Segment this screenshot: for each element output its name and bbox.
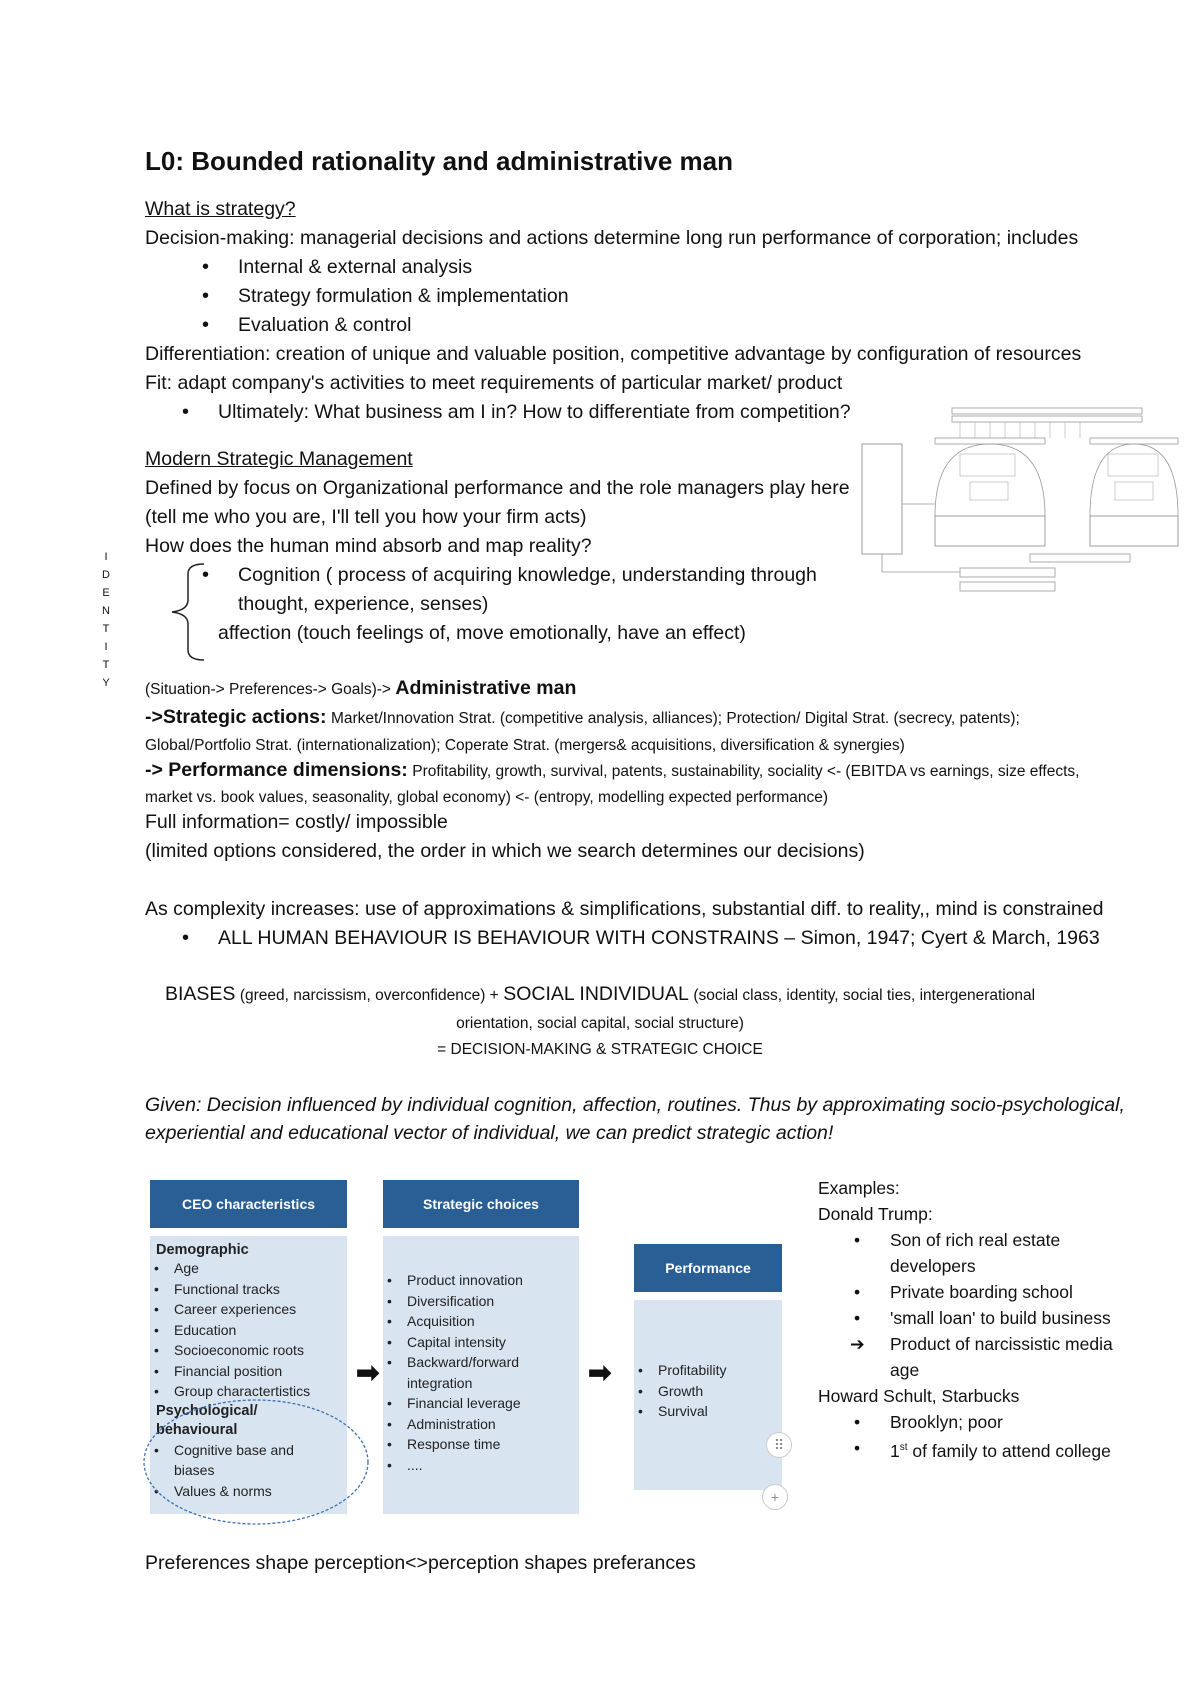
list-item: • Product innovation: [383, 1270, 579, 1291]
list-item: • Age: [150, 1258, 347, 1279]
list-item: • Strategy formulation & implementation: [238, 282, 569, 311]
list-item-text: Brooklyn; poor: [890, 1412, 1003, 1432]
given-line-1: Given: Decision influenced by individual cognition, affection, routines. Thus by approximating socio-psychological,: [145, 1094, 1125, 1116]
examples-section: [818, 1175, 1113, 1464]
biases-word: BIASES: [164, 983, 236, 1005]
identity-letter: T: [102, 623, 110, 635]
limited-options-text: (limited options considered, the order in which we search determines our decisions): [145, 840, 865, 862]
list-item-text: Product of narcissistic media: [890, 1334, 1113, 1354]
strategic-choices-header: Strategic choices: [383, 1180, 579, 1228]
strategic-actions-text: Market/Innovation Strat. (competitive analysis, alliances); Protection/ Digital Strat. (secrecy, patents);: [330, 710, 1020, 727]
page-title: L0: Bounded rationality and administrative man: [145, 146, 733, 176]
list-item: • 1st of family to attend college: [854, 1438, 1111, 1461]
trump-heading: Donald Trump:: [818, 1204, 933, 1224]
arrow-bullet-icon: ➔: [850, 1334, 865, 1354]
identity-letter: Y: [102, 677, 110, 689]
complexity-text: As complexity increases: use of approximations & simplifications, substantial diff. to reality,, mind is constrained: [145, 898, 1104, 920]
strategic-actions-line: [145, 706, 1020, 731]
fit-text: Fit: adapt company's activities to meet requirements of particular market/ product: [145, 372, 843, 394]
biases-line-2: orientation, social capital, social structure): [456, 1015, 744, 1032]
arrow-right-icon: ➡: [356, 1357, 380, 1388]
curly-brace-icon: [166, 562, 206, 662]
affection-text: affection (touch feelings of, move emotionally, have an effect): [218, 622, 746, 644]
performance-box: [634, 1300, 782, 1490]
add-icon[interactable]: +: [762, 1484, 788, 1510]
list-item: • Son of rich real estate: [854, 1230, 1061, 1250]
strategy-bullets: [238, 253, 569, 340]
identity-letter: N: [102, 605, 110, 617]
list-item: • Cognition ( process of acquiring knowledge, understanding through: [238, 561, 817, 590]
performance-header: Performance: [634, 1244, 782, 1292]
performance-dimensions-label: -> Performance dimensions:: [145, 759, 408, 781]
list-item-continued: age: [890, 1360, 920, 1380]
demographic-heading: Demographic: [156, 1242, 249, 1258]
list-item: • Growth: [634, 1381, 782, 1402]
list-item: • Career experiences: [150, 1299, 347, 1320]
list-item: • ALL HUMAN BEHAVIOUR IS BEHAVIOUR WITH CONSTRAINS – Simon, 1947; Cyert & March, 1963: [218, 924, 1100, 953]
cognition-continued: thought, experience, senses): [238, 593, 489, 615]
section-heading-modern: Modern Strategic Management: [145, 448, 413, 470]
performance-dimensions-text: Profitability, growth, survival, patents, sustainability, sociality <- (EBITDA vs earnings, size effects,: [412, 763, 1080, 780]
list-item-continued: developers: [890, 1256, 976, 1276]
admin-label: Administrative man: [395, 677, 577, 699]
section-heading-strategy: What is strategy?: [145, 198, 296, 220]
list-item-text: Private boarding school: [890, 1282, 1073, 1302]
modern-line-3: How does the human mind absorb and map reality?: [145, 535, 592, 557]
biases-line-1: [100, 983, 1100, 1008]
list-item: • Backward/forward: [383, 1352, 579, 1373]
biases-line-3: = DECISION-MAKING & STRATEGIC CHOICE: [437, 1041, 763, 1058]
list-item: • Private boarding school: [854, 1282, 1073, 1302]
identity-letter: I: [104, 551, 108, 563]
schultz-list: [818, 1409, 1113, 1464]
list-item: • Ultimately: What business am I in? How to differentiate from competition?: [218, 398, 851, 427]
list-item: • Financial position: [150, 1361, 347, 1382]
list-item: • Cognitive base and: [150, 1440, 347, 1461]
list-item-text: biases: [174, 1462, 215, 1478]
modern-line-1: Defined by focus on Organizational performance and the role managers play here: [145, 477, 850, 499]
list-item-text: integration: [407, 1374, 473, 1391]
list-item: • Diversification: [383, 1291, 579, 1312]
list-item: • Group charactertistics: [150, 1381, 347, 1402]
psychological-heading-1: Psychological/: [156, 1402, 258, 1419]
decision-making-text: Decision-making: managerial decisions and actions determine long run performance of corporation; includes: [145, 227, 1079, 249]
ordinal-suffix: st: [899, 1442, 908, 1453]
given-line-2: experiential and educational vector of individual, we can predict strategic action!: [145, 1122, 834, 1144]
examples-heading: Examples:: [818, 1178, 900, 1198]
arrow-right-icon: ➡: [588, 1357, 612, 1388]
identity-letter: E: [102, 587, 110, 599]
list-item: • Evaluation & control: [238, 311, 569, 340]
list-item: • Education: [150, 1320, 347, 1341]
strategic-actions-text-2: Global/Portfolio Strat. (internationalization); Coperate Strat. (mergers& acquisitions, diversification & synergies): [145, 737, 905, 754]
list-item-text: 'small loan' to build business: [890, 1308, 1111, 1328]
identity-letter: I: [104, 641, 108, 653]
identity-letter: T: [102, 659, 110, 671]
list-item: • ....: [383, 1455, 579, 1476]
list-item: [850, 1331, 1113, 1357]
list-item: • Survival: [634, 1401, 782, 1422]
list-item-text: Son of rich real estate: [890, 1230, 1061, 1250]
psychological-heading-2: behavioural: [156, 1421, 238, 1438]
performance-dimensions-text-2: market vs. book values, seasonality, global economy) <- (entropy, modelling expected performance): [145, 789, 829, 806]
admin-man-line: [145, 677, 576, 702]
drag-handle-icon[interactable]: ⠿: [766, 1432, 792, 1458]
performance-list: [634, 1360, 782, 1422]
list-item: • Profitability: [634, 1360, 782, 1381]
performance-dimensions-line: [145, 759, 1079, 784]
social-individual-word: SOCIAL INDIVIDUAL: [503, 983, 689, 1005]
identity-letter: D: [102, 569, 110, 581]
list-item: • Capital intensity: [383, 1332, 579, 1353]
list-item: • Acquisition: [383, 1311, 579, 1332]
constraints-bullet: [218, 924, 1100, 953]
strategic-actions-label: ->Strategic actions:: [145, 706, 327, 728]
list-item: • Socioeconomic roots: [150, 1340, 347, 1361]
strategic-choices-list: [383, 1270, 579, 1475]
biases-detail: (greed, narcissism, overconfidence) +: [239, 987, 499, 1004]
list-item: • Functional tracks: [150, 1279, 347, 1300]
schultz-heading: Howard Schult, Starbucks: [818, 1386, 1020, 1406]
ultimately-bullet: [218, 398, 851, 427]
strategic-decision-process-figure: [860, 404, 1180, 594]
full-information-text: Full information= costly/ impossible: [145, 811, 448, 833]
identity-vertical-label: [100, 548, 112, 692]
social-individual-detail: (social class, identity, social ties, intergenerational: [693, 987, 1036, 1004]
preferences-perception-text: Preferences shape perception<>perception shapes preferances: [145, 1552, 696, 1574]
first-number: 1: [890, 1440, 900, 1461]
highlight-ellipse: [138, 1390, 378, 1530]
list-item: • Brooklyn; poor: [854, 1412, 1003, 1432]
admin-prefix: (Situation-> Preferences-> Goals)->: [145, 681, 391, 698]
differentiation-text: Differentiation: creation of unique and valuable position, competitive advantage by configuration of resources: [145, 343, 1082, 365]
cognition-bullet: [238, 561, 817, 590]
list-item-continued: [383, 1373, 579, 1394]
strategic-choices-box: [383, 1236, 579, 1514]
demographic-list: [150, 1258, 347, 1402]
list-item-text: of family to attend college: [912, 1440, 1111, 1461]
list-item: • Values & norms: [150, 1481, 347, 1502]
list-item: • 'small loan' to build business: [854, 1308, 1111, 1328]
list-item: • Response time: [383, 1434, 579, 1455]
ceo-characteristics-header: CEO characteristics: [150, 1180, 347, 1228]
list-item: • Financial leverage: [383, 1393, 579, 1414]
list-item: • Administration: [383, 1414, 579, 1435]
modern-line-2: (tell me who you are, I'll tell you how your firm acts): [145, 506, 587, 528]
list-item: • Internal & external analysis: [238, 253, 569, 282]
trump-list: [818, 1227, 1113, 1383]
